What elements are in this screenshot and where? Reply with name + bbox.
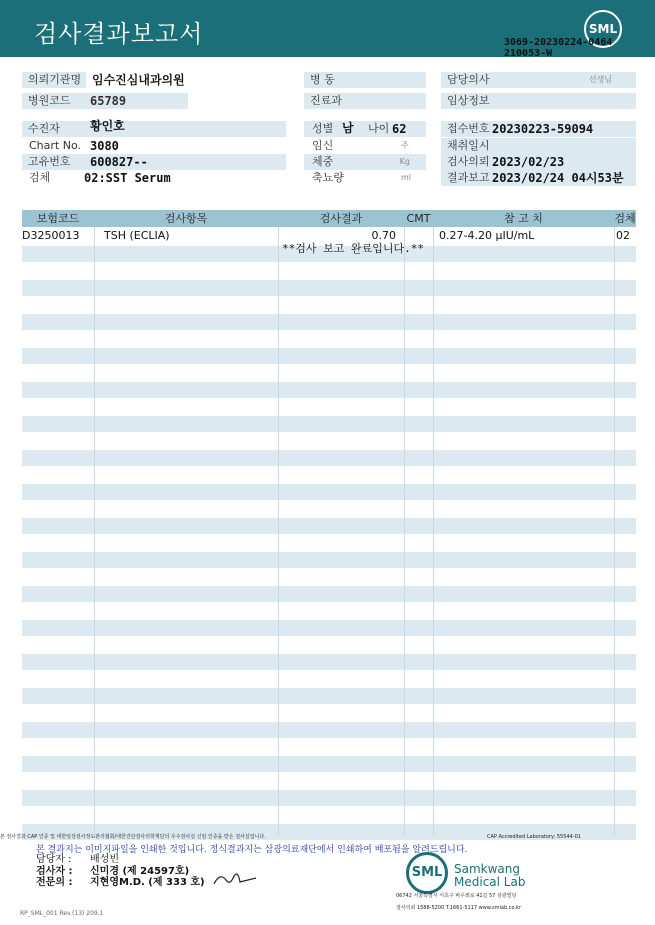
name-row — [22, 121, 286, 137]
lab-address: 06742 서울특별시 서초구 바우뫼로 41길 57 삼광빌딩 — [396, 893, 517, 899]
table-row — [22, 722, 636, 738]
col-header-specimen: 검체 — [614, 212, 636, 225]
sex-label: 성별 — [312, 122, 334, 135]
col-header-result: 검사결과 — [319, 212, 363, 225]
complete-note: **검사 보고 완료입니다.** — [282, 242, 424, 255]
row-item: TSH (ECLIA) — [104, 229, 170, 242]
document-number-line2: 210053-W — [504, 48, 553, 59]
lab-name-line1: Samkwang — [454, 862, 520, 876]
table-row — [22, 620, 636, 636]
sml-logo-icon: SML — [584, 10, 622, 48]
table-row — [22, 484, 636, 500]
accreditation-note: 본 검사결과 CAP 인증 및 대한임상검사정도관리협회/대한진단검사의학재단의 우수검사실 신임 인증을 받은 검사실입니다. — [0, 834, 266, 840]
lab-contact: 검사의뢰 1588-5200 T.1661-5117 www.smlab.co.kr — [396, 905, 521, 911]
weight-row — [304, 154, 426, 170]
doctor-label — [441, 72, 636, 88]
weight-unit: Kg — [399, 157, 410, 166]
table-row — [22, 450, 636, 466]
column-divider — [433, 227, 434, 837]
table-row — [22, 552, 636, 568]
table-row — [22, 654, 636, 670]
name-label: 수진자 — [28, 122, 60, 135]
table-row — [22, 518, 636, 534]
lab-name — [454, 863, 525, 889]
tester-label: 검사자 : — [36, 866, 73, 877]
specimen-label: 검체 — [29, 171, 51, 184]
page-title: 검사결과보고서 — [34, 20, 204, 48]
table-row — [22, 416, 636, 432]
receipt-label: 접수번호 — [447, 122, 490, 135]
weight-label: 체중 — [312, 155, 334, 168]
col-header-item: 검사항목 — [164, 212, 208, 225]
signature-icon — [212, 868, 258, 888]
preg-unit: 주 — [401, 141, 409, 150]
col-header-code: 보험코드 — [36, 212, 80, 225]
col-header-cmt: CMT — [406, 212, 431, 225]
report-label: 결과보고 — [447, 171, 490, 184]
sex-value: 남 — [342, 121, 354, 135]
report-value: 2023/02/24 04시53분 — [492, 171, 624, 185]
table-row — [22, 790, 636, 806]
cap-number: CAP Accredited Laboratory: 55544-01 — [487, 834, 581, 840]
table-row — [22, 586, 636, 602]
preg-label: 임신 — [312, 139, 334, 152]
receipt-value: 20230223-59094 — [492, 122, 594, 136]
request-value: 2023/02/23 — [492, 155, 565, 169]
hospital-value: 임수진심내과의원 — [86, 72, 286, 88]
col-header-ref: 참 고 치 — [504, 212, 543, 225]
chart-value: 3080 — [90, 139, 119, 153]
age-label: 나이 — [368, 122, 390, 135]
table-row — [22, 280, 636, 296]
row-ref: 0.27-4.20 μIU/mL — [439, 229, 535, 242]
expert-label: 전문의 : — [36, 877, 73, 888]
tester-value: 신미경 (제 24597호) — [90, 866, 190, 877]
table-row — [22, 756, 636, 772]
form-code: RP_SML_001 Rev.(13) 209.1 — [20, 910, 104, 917]
doctor-label-text: 담당의사 — [447, 73, 490, 86]
expert-value: 지현영M.D. (제 333 호) — [90, 877, 205, 888]
id-label: 고유번호 — [28, 155, 71, 168]
print-notice: 본 결과지는 이미지파일을 인쇄한 것입니다. 정식결과지는 삼광의료재단에서 인쇄하여 배포됨을 알려드립니다. — [36, 845, 468, 855]
specimen-value: 02:SST Serum — [84, 171, 171, 185]
row-result: 0.70 — [371, 229, 396, 242]
column-divider — [278, 227, 279, 837]
table-row — [22, 348, 636, 364]
clinical-label: 임상정보 — [441, 93, 636, 109]
table-header — [22, 210, 636, 227]
name-value: 황인호 — [90, 119, 125, 133]
doctor-suffix: 선생님 — [588, 75, 612, 84]
staff-label: 담당자 : — [36, 854, 72, 865]
collect-label: 채취일시 — [447, 139, 490, 152]
chart-label: Chart No. — [29, 139, 81, 152]
column-divider — [614, 227, 615, 837]
id-row — [22, 154, 286, 170]
hospital-label: 의뢰기관명 — [22, 72, 86, 88]
sex-row — [304, 121, 426, 137]
row-specimen: 02 — [616, 229, 630, 242]
hospcode-value: 65789 — [86, 93, 188, 109]
id-value: 600827-- — [90, 155, 148, 169]
hospcode-label: 병원코드 — [22, 93, 86, 109]
table-row — [22, 688, 636, 704]
row-code: D3250013 — [22, 229, 80, 242]
collect-row — [441, 138, 636, 154]
table-row — [22, 314, 636, 330]
document-number-line1: 3069-20230224-0464 — [504, 37, 613, 48]
ward-label: 병 동 — [304, 72, 426, 88]
document-number — [504, 37, 612, 59]
dept-label: 진료과 — [304, 93, 426, 109]
request-label: 검사의뢰 — [447, 155, 490, 168]
column-divider — [404, 227, 405, 837]
urine-unit: ml — [401, 173, 412, 182]
urine-label: 축뇨량 — [312, 171, 344, 184]
sml-footer-logo-icon: SML — [406, 852, 448, 894]
lab-name-line2: Medical Lab — [454, 875, 526, 889]
staff-value: 배성빈 — [90, 854, 119, 865]
column-divider — [94, 227, 95, 837]
age-value: 62 — [392, 122, 407, 136]
table-row — [22, 382, 636, 398]
